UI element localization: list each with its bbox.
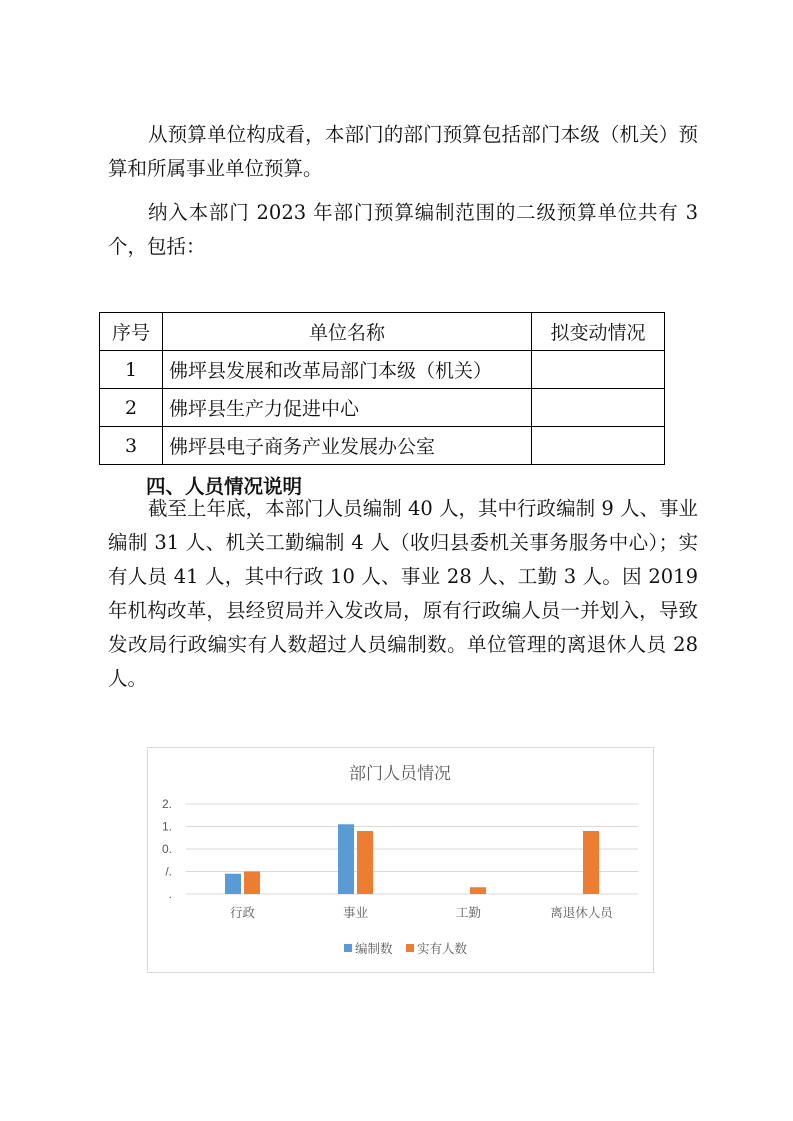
row-index: 3 <box>100 427 163 465</box>
table-row <box>100 351 665 389</box>
bar-authorized <box>225 874 241 894</box>
table-header-row <box>100 313 665 351</box>
y-tick-label: 0. <box>161 842 172 856</box>
header-index: 序号 <box>100 313 163 351</box>
row-unit-name: 佛坪县发展和改革局部门本级（机关） <box>163 351 532 389</box>
row-planned-change <box>532 351 665 389</box>
header-planned-change: 拟变动情况 <box>532 313 665 351</box>
bar-authorized <box>338 824 354 894</box>
bar-actual <box>470 887 486 894</box>
row-planned-change <box>532 389 665 427</box>
staffing-chart <box>147 747 654 973</box>
bar-actual <box>244 872 260 895</box>
y-tick-label: . <box>168 887 172 901</box>
x-tick-label: 离退休人员 <box>550 906 613 920</box>
paragraph-secondary-units: 纳入本部门 2023 年部门预算编制范围的二级预算单位共有 3 个，包括： <box>108 201 698 258</box>
x-tick-label: 行政 <box>229 906 256 920</box>
paragraph-budget-composition: 从预算单位构成看，本部门的部门预算包括部门本级（机关）预算和所属事业单位预算。 <box>108 123 698 180</box>
legend-label: 实有人数 <box>417 942 468 956</box>
row-planned-change <box>532 427 665 465</box>
table-row <box>100 389 665 427</box>
row-unit-name: 佛坪县电子商务产业发展办公室 <box>163 427 532 465</box>
row-index: 2 <box>100 389 163 427</box>
y-tick-label: 1. <box>161 819 172 834</box>
header-unit-name: 单位名称 <box>163 313 532 351</box>
legend-swatch <box>344 944 352 952</box>
chart-title: 部门人员情况 <box>349 764 451 783</box>
bar-actual <box>357 831 373 894</box>
y-tick-label: /. <box>165 864 172 879</box>
x-tick-label: 事业 <box>342 906 369 920</box>
legend-label: 编制数 <box>355 942 393 956</box>
row-unit-name: 佛坪县生产力促进中心 <box>163 389 532 427</box>
paragraph-staffing: 截至上年底，本部门人员编制 40 人，其中行政编制 9 人、事业编制 31 人、机关工勤编制 4 人（收归县委机关事务服务中心）；实有人员 41 人，其中行政 10 人、事业 28 人、工勤 3 人。因 2019 年机构改革，县经贸局并入发改局，原有行政编人员一并划入，导致发改局行政编实有人数超过人员编制数。单位管理的离退休人员 28 人。 <box>108 497 698 690</box>
bar-actual <box>583 831 599 894</box>
y-tick-label: 2. <box>161 797 172 811</box>
legend-swatch <box>406 944 414 952</box>
chart-canvas <box>148 748 653 972</box>
table-row <box>100 427 665 465</box>
x-tick-label: 工勤 <box>455 906 482 920</box>
row-index: 1 <box>100 351 163 389</box>
unit-table <box>99 312 665 465</box>
section-heading-staffing: 四、人员情况说明 <box>146 475 303 498</box>
